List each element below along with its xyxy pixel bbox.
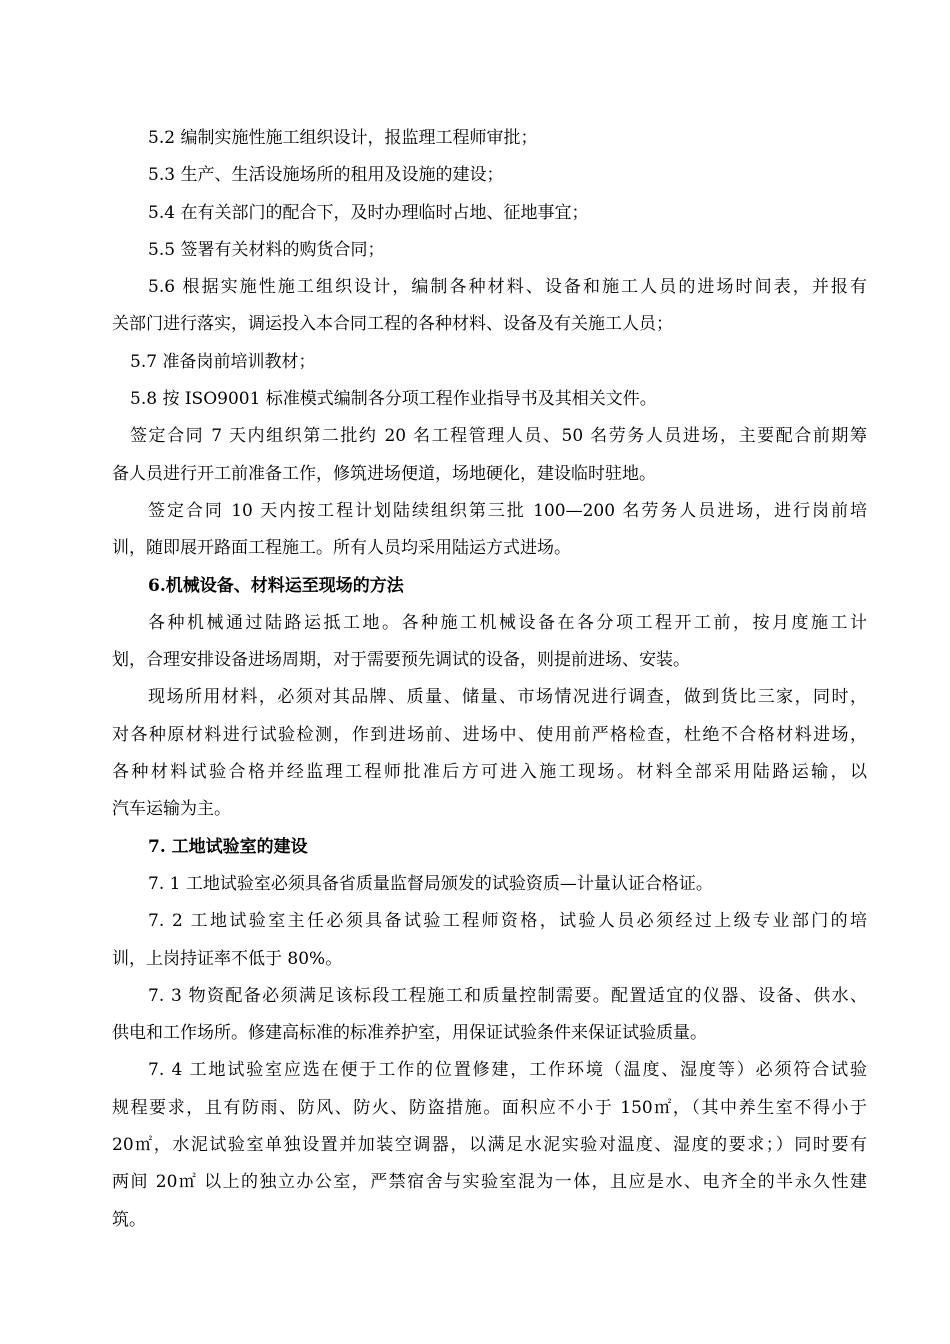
section-heading: 7. 工地试验室的建设	[148, 836, 308, 857]
text-line: 签定合同 10 天内按工程计划陆续组织第三批 100—200 名劳务人员进场，进行岗前培	[148, 500, 867, 521]
text-line: 5.5 签署有关材料的购货合同；	[148, 239, 385, 260]
text-line: 5.8 按 ISO9001 标准模式编制各分项工程作业指导书及其相关文件。	[130, 389, 657, 410]
text-line: 筑。	[112, 1209, 146, 1230]
text-line: 供电和工作场所。修建高标准的标准养护室，用保证试验条件来保证试验质量。	[112, 1023, 707, 1044]
text-line: 7. 4 工地试验室应选在便于工作的位置修建，工作环境（温度、湿度等）必须符合试验	[148, 1060, 867, 1081]
text-line: 7. 2 工地试验室主任必须具备试验工程师资格，试验人员必须经过上级专业部门的培	[148, 911, 867, 932]
text-line: 两间 20㎡ 以上的独立办公室，严禁宿舍与实验室混为一体，且应是水、电齐全的半永久性建	[112, 1172, 867, 1193]
text-line: 5.4 在有关部门的配合下，及时办理临时占地、征地事宜；	[148, 202, 589, 223]
text-line: 20㎡，水泥试验室单独设置并加装空调器，以满足水泥实验对温度、湿度的要求；）同时要有	[112, 1135, 867, 1156]
text-line: 汽车运输为主。	[112, 799, 231, 820]
text-line: 7. 3 物资配备必须满足该标段工程施工和质量控制需要。配置适宜的仪器、设备、供水、	[148, 985, 867, 1006]
section-heading: 6.机械设备、材料运至现场的方法	[148, 575, 404, 596]
text-line: 训，上岗持证率不低于 80%。	[112, 948, 343, 969]
text-line: 签定合同 7 天内组织第二批约 20 名工程管理人员、50 名劳务人员进场，主要配合前期筹	[130, 426, 867, 447]
text-line: 5.7 准备岗前培训教材；	[130, 351, 316, 372]
text-line: 关部门进行落实，调运投入本合同工程的各种材料、设备及有关施工人员；	[112, 314, 673, 335]
text-line: 7. 1 工地试验室必须具备省质量监督局颁发的试验资质—计量认证合格证。	[148, 873, 713, 894]
text-line: 5.6 根据实施性施工组织设计，编制各种材料、设备和施工人员的进场时间表，并报有	[148, 277, 867, 298]
text-line: 规程要求，且有防雨、防风、防火、防盗措施。面积应不小于 150㎡，（其中养生室不得小于	[112, 1097, 867, 1118]
text-line: 各种机械通过陆路运抵工地。各种施工机械设备在各分项工程开工前，按月度施工计	[148, 612, 867, 633]
text-line: 训，随即展开路面工程施工。所有人员均采用陆运方式进场。	[112, 538, 571, 559]
text-line: 划，合理安排设备进场周期，对于需要预先调试的设备，则提前进场、安装。	[112, 650, 690, 671]
text-line: 各种材料试验合格并经监理工程师批准后方可进入施工现场。材料全部采用陆路运输，以	[112, 762, 867, 783]
document-body	[112, 120, 867, 1239]
text-line: 对各种原材料进行试验检测，作到进场前、进场中、使用前严格检查，杜绝不合格材料进场，	[112, 724, 867, 745]
text-line: 现场所用材料，必须对其品牌、质量、储量、市场情况进行调查，做到货比三家，同时，	[148, 687, 867, 708]
text-line: 5.3 生产、生活设施场所的租用及设施的建设；	[148, 165, 504, 186]
text-line: 5.2 编制实施性施工组织设计，报监理工程师审批；	[148, 128, 538, 148]
text-line: 备人员进行开工前准备工作，修筑进场便道，场地硬化，建设临时驻地。	[112, 463, 656, 484]
